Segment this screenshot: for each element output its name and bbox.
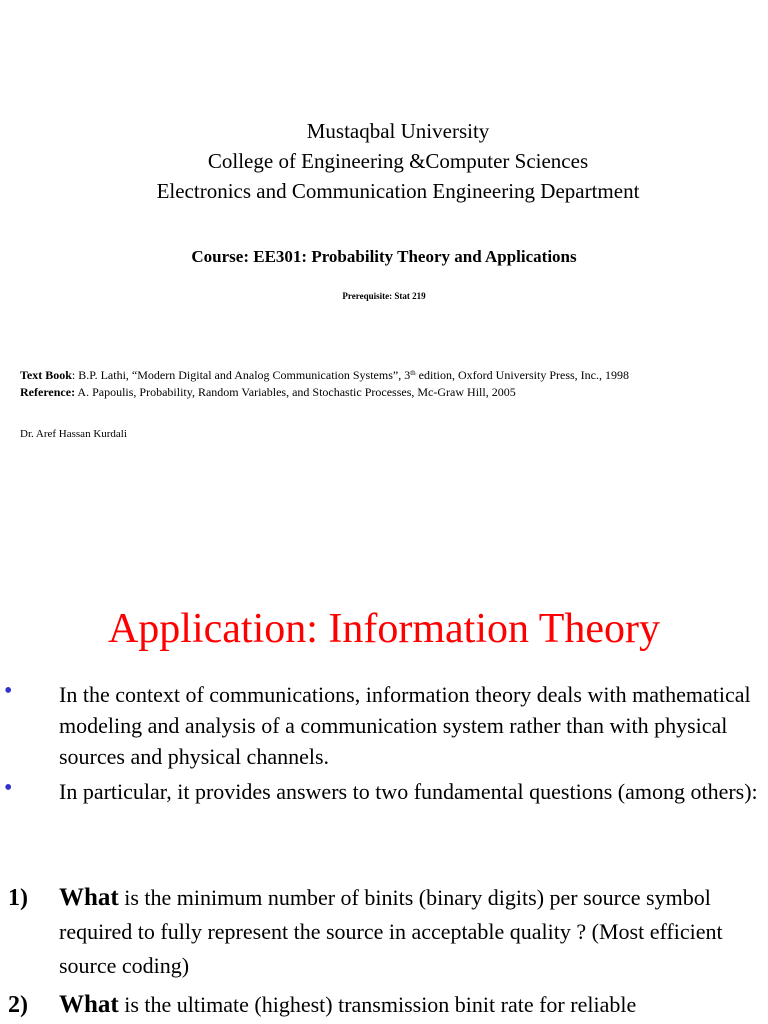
question-lead: What bbox=[59, 884, 119, 911]
college-name: College of Engineering &Computer Sciences bbox=[207, 149, 589, 173]
textbook-line bbox=[20, 365, 629, 384]
question-text bbox=[59, 988, 759, 1022]
university-header bbox=[0, 116, 768, 206]
slide-title: Application: Information Theory bbox=[107, 606, 661, 652]
question-number: 1) bbox=[8, 885, 28, 911]
author-name: Dr. Aref Hassan Kurdali bbox=[20, 428, 127, 440]
bullet-text: In the context of communications, information theory deals with mathematical modeling and analysis of a communication system rather than with physical sources and physical channels. bbox=[59, 682, 751, 769]
question-number: 2) bbox=[8, 992, 28, 1018]
reference-line bbox=[20, 384, 629, 401]
department-name: Electronics and Communication Engineering Department bbox=[156, 179, 640, 203]
question-text bbox=[59, 881, 759, 983]
reference-label: Reference: bbox=[20, 385, 76, 399]
bullet-icon: • bbox=[4, 775, 13, 801]
university-name: Mustaqbal University bbox=[306, 119, 490, 143]
bullet-icon: • bbox=[4, 678, 13, 704]
bullet-text: In particular, it provides answers to two fundamental questions (among others): bbox=[59, 779, 758, 804]
textbook-text-end: edition, Oxford University Press, Inc., 1998 bbox=[415, 368, 629, 382]
prerequisite: Prerequisite: Stat 219 bbox=[342, 291, 426, 301]
textbook-text: : B.P. Lathi, “Modern Digital and Analog Communication Systems”, 3 bbox=[71, 368, 411, 382]
question-body: is the ultimate (highest) transmission binit rate for reliable bbox=[118, 992, 637, 1017]
textbook-sup: th bbox=[410, 369, 416, 377]
textbook-label: Text Book bbox=[20, 368, 72, 382]
references-block bbox=[20, 365, 629, 401]
question-lead: What bbox=[59, 991, 119, 1018]
reference-text: A. Papoulis, Probability, Random Variables, and Stochastic Processes, Mc-Graw Hill, 2005 bbox=[75, 385, 516, 399]
question-body: is the minimum number of binits (binary digits) per source symbol required to fully represent the source in acceptable quality ? (Most efficient source coding) bbox=[59, 885, 723, 978]
course-title: Course: EE301: Probability Theory and Applications bbox=[191, 247, 577, 266]
